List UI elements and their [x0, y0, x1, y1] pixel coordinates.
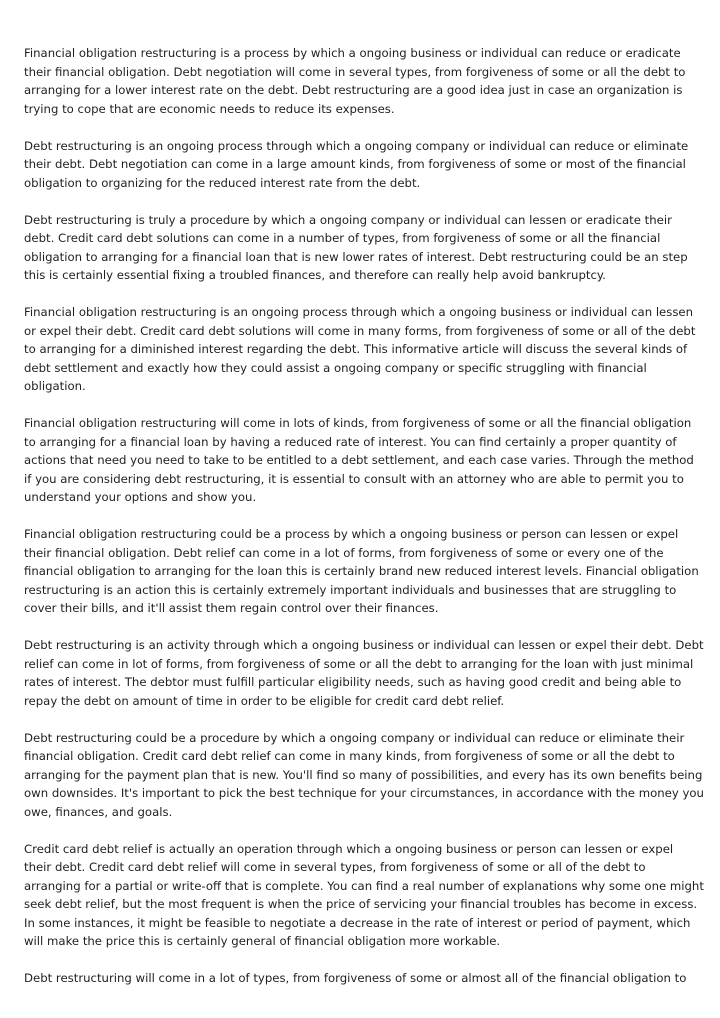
- article-paragraph-3: Debt restructuring is truly a procedure by which a ongoing company or individual can lessen or eradicate their debt. Credit card debt solutions can come in a number of types, from forgiveness of some or all the financial obligation to arranging for a financial loan that is new lower rates of interest. Debt restructuring could be an step this is certainly essential fixing a troubled finances, and therefore can really help avoid bankruptcy.: [24, 212, 688, 282]
- article-paragraph-10: Debt restructuring will come in a lot of types, from forgiveness of some or almost all of the financial obligation to: [24, 971, 687, 985]
- article-paragraph-5: Financial obligation restructuring will come in lots of kinds, from forgiveness of some or all the financial obligation to arranging for a financial loan by having a reduced rate of interest. You can find certainly a proper quantity of actions that need you need to take to be entitled to a debt settlement, and each case varies. Through the method if you are considering debt restructuring, it is essential to consult with an attorney who are able to permit you to understand your options and show you.: [24, 416, 694, 504]
- article-paragraph-9: Credit card debt relief is actually an operation through which a ongoing business or person can lessen or expel their debt. Credit card debt relief will come in several types, from forgiveness of some or all of the debt to arranging for a partial or write-off that is complete. You can find a real number of explanations why some one might seek debt relief, but the most frequent is when the price of servicing your financial troubles has become in excess. In some instances, it might be feasible to negotiate a decrease in the rate of interest or period of payment, which will make the price this is certainly general of financial obligation more workable.: [24, 841, 704, 948]
- article-paragraph-6: Financial obligation restructuring could be a process by which a ongoing business or person can lessen or expel their financial obligation. Debt relief can come in a lot of forms, from forgiveness of some or every one of the financial obligation to arranging for the loan this is certainly brand new reduced interest levels. Financial obligation restructuring is an action this is certainly extremely important individuals and businesses that are struggling to cover their bills, and it'll assist them regain control over their finances.: [24, 527, 699, 615]
- article-paragraph-4: Financial obligation restructuring is an ongoing process through which a ongoing business or individual can lessen or expel their debt. Credit card debt solutions will come in many forms, from forgiveness of some or all of the debt to arranging for a diminished interest regarding the debt. This informative article will discuss the several kinds of debt settlement and exactly how they could assist a ongoing company or specific struggling with financial obligation.: [24, 305, 696, 393]
- article-paragraph-7: Debt restructuring is an activity through which a ongoing business or individual can lessen or expel their debt. Debt relief can come in lot of forms, from forgiveness of some or all the debt to arranging for the loan with just minimal rates of interest. The debtor must fulfill particular eligibility needs, such as having good credit and being able to repay the debt on amount of time in order to be eligible for credit card debt relief.: [24, 638, 704, 708]
- article-paragraph-1: Financial obligation restructuring is a process by which a ongoing business or individual can reduce or eradicate their financial obligation. Debt negotiation will come in several types, from forgiveness of some or all the debt to arranging for a lower interest rate on the debt. Debt restructuring are a good idea just in case an organization is trying to cope that are economic needs to reduce its expenses.: [24, 46, 686, 116]
- article-paragraph-8: Debt restructuring could be a procedure by which a ongoing company or individual can reduce or eliminate their financial obligation. Credit card debt relief can come in many kinds, from forgiveness of some or all the debt to arranging for the payment plan that is new. You'll find so many of possibilities, and every has its own benefits being own downsides. It's important to pick the best technique for your circumstances, in accordance with the money you owe, finances, and goals.: [24, 730, 704, 819]
- article-paragraph-2: Debt restructuring is an ongoing process through which a ongoing company or individual can reduce or eliminate their debt. Debt negotiation can come in a large amount kinds, from forgiveness of some or most of the financial obligation to organizing for the reduced interest rate from the debt.: [24, 138, 689, 190]
- article-body: [24, 44, 704, 1006]
